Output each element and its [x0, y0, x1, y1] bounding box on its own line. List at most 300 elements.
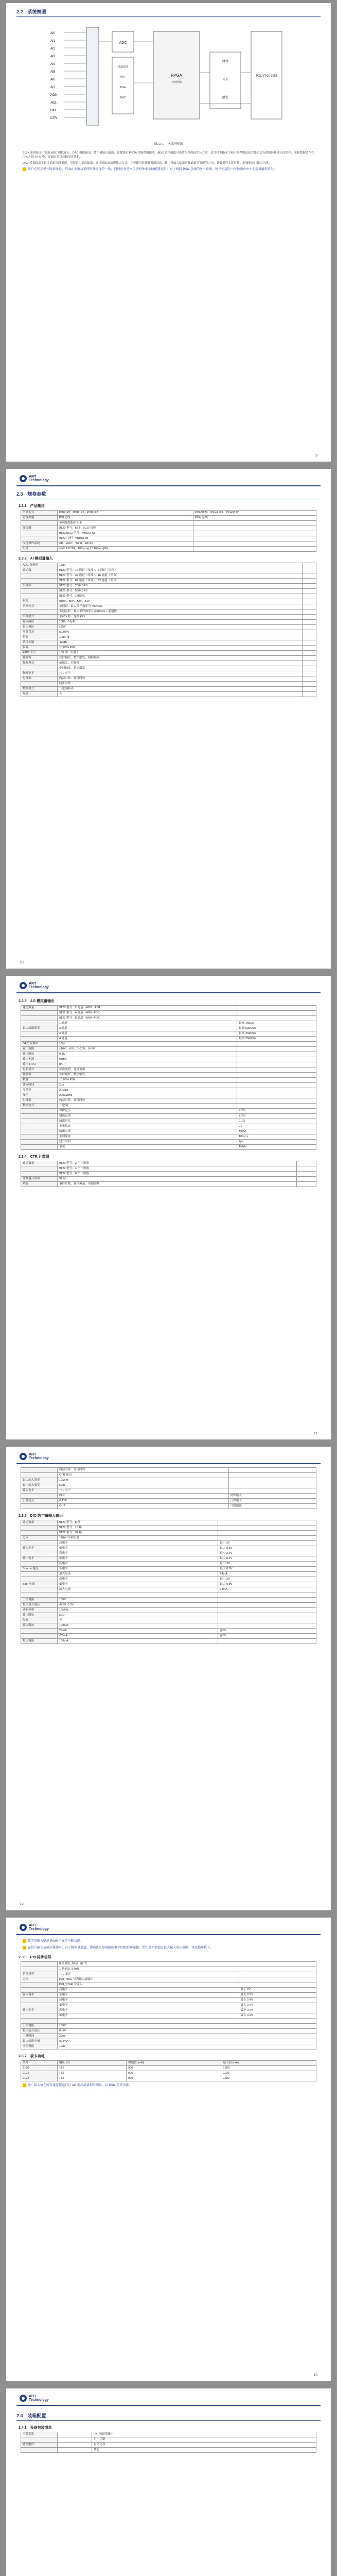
table-cell [21, 682, 58, 687]
table-cell: 输出范围 [21, 1047, 58, 1052]
table-row [21, 1478, 316, 1483]
table-header-row [21, 2061, 316, 2066]
table-cell: 9120 型号：16 通道（单端）、8 通道（差分） [58, 568, 303, 573]
table-cell [21, 1531, 58, 1536]
table-row [21, 1073, 316, 1078]
table-row [21, 2034, 316, 2039]
table-row [21, 1006, 316, 1011]
table-cell: 24mA [218, 1572, 316, 1577]
table-row [21, 536, 316, 541]
table-cell: 输入电平 [21, 1546, 58, 1551]
table-cell [239, 2039, 316, 2044]
table-cell: 计数输出 [228, 1504, 316, 1509]
table-row [21, 1998, 316, 2003]
table-row [21, 1972, 316, 1977]
table-cell [21, 1134, 58, 1140]
table-cell: 最大 0.4V [239, 2013, 316, 2019]
subsection-title: 2.4.1 设备包装清单 [19, 2426, 52, 2430]
table-cell [21, 2013, 58, 2019]
spec-table [21, 1961, 316, 2049]
table-cell: 最小 2V [218, 1562, 316, 1567]
pin-label: AI1 [50, 40, 55, 43]
table-cell: 采样率 [21, 584, 58, 589]
table-cell: 最大电流 [21, 1639, 58, 1644]
table-cell [237, 1098, 316, 1104]
table-cell: 最大 0.8V [218, 1567, 316, 1572]
table-cell: 触发源 [21, 656, 58, 661]
table-cell: 50Ω [58, 1613, 218, 1618]
table-cell [237, 1062, 316, 1067]
brand-logo: ART Technology [20, 1453, 49, 1460]
table-cell: 保护电压 [58, 1109, 237, 1114]
table-row [21, 1982, 316, 1988]
table-cell [218, 1639, 316, 1644]
table-cell: ±0.05% FSR [58, 1078, 237, 1083]
table-row [21, 1166, 316, 1172]
table-row [21, 1531, 316, 1536]
table-cell: 方向 [21, 1536, 58, 1541]
table-row [21, 635, 316, 640]
table-cell: 4 通道 [58, 1037, 237, 1042]
table-cell: @0V [218, 1634, 316, 1639]
table-cell [21, 1634, 58, 1639]
table-cell [218, 1536, 316, 1541]
table-cell: 同步时钟 [58, 682, 303, 687]
table-cell [237, 1093, 316, 1098]
table-row [21, 579, 316, 584]
table-cell: 9121 型号：500KSPS [58, 589, 303, 594]
table-row [21, 676, 316, 682]
table-row [21, 1021, 316, 1026]
table-cell [296, 1182, 316, 1187]
table-row [21, 1182, 316, 1187]
table-row [21, 1551, 316, 1556]
section-title [16, 490, 321, 499]
table-cell: 通道数量 [21, 1161, 58, 1166]
table-cell: 时钟源 [21, 1098, 58, 1104]
table-row [21, 1088, 316, 1093]
table-cell: 0~5V [58, 2029, 239, 2034]
table-cell: 1 通道 [58, 1021, 237, 1026]
table-row [21, 651, 316, 656]
subsection-title: 2.3.3 AO 模拟量输出 [19, 999, 55, 1003]
table-row [21, 2044, 316, 2049]
table-cell: 9121 型号：4 个计数器 [58, 1166, 297, 1172]
table-cell: 16K 字（共用） [58, 651, 303, 656]
table-cell: 10KΩ [58, 2024, 239, 2029]
table-cell [228, 1473, 316, 1478]
table-cell: ±25V [58, 625, 303, 630]
table-cell [302, 651, 316, 656]
table-row [21, 2066, 316, 2071]
table-cell: 20ns [58, 2034, 239, 2039]
table-cell: 触发电平 [21, 671, 58, 676]
table-row [21, 511, 316, 516]
logo-icon [20, 982, 27, 989]
table-cell [21, 1551, 58, 1556]
table-row [21, 1598, 316, 1603]
header-rule [16, 2405, 321, 2406]
table-cell: 输入电平 [21, 1993, 58, 1998]
table-cell: 输出阻抗 [21, 1052, 58, 1057]
table-row [21, 1608, 316, 1613]
table-cell [193, 536, 316, 541]
table-row [21, 1592, 316, 1598]
header-rule [16, 485, 321, 486]
diagram-label-channel: 通道选择 [117, 65, 128, 69]
table-cell: 门控输入 [228, 1499, 316, 1504]
table-cell: 二进制 [58, 1104, 237, 1109]
table-cell: 输入电平 [21, 1488, 58, 1494]
table-cell: 100KΩ [58, 1623, 218, 1629]
table-cell [58, 2443, 92, 2448]
table-cell [302, 599, 316, 604]
subsection-title: 2.3.6 PXI 同步信号 [19, 1956, 51, 1960]
table-cell: 9122 型号：8 通道（AO0~AO7） [58, 1016, 237, 1021]
table-row [21, 2448, 316, 2453]
table-cell [21, 1031, 58, 1037]
table-cell: 单次采样、连续采样 [58, 615, 303, 620]
brand-logo: ART Technology [20, 1924, 49, 1931]
subsection-title: 2.3.7 板卡功耗 [19, 2055, 45, 2059]
table-cell: 总线类型 [21, 516, 58, 521]
table-cell [239, 1972, 316, 1977]
table-cell [237, 1083, 316, 1088]
spec-table [21, 1005, 316, 1150]
logo-icon [20, 1924, 27, 1931]
table-cell: 0.1Ω [237, 1119, 316, 1124]
table-cell [58, 2437, 92, 2443]
table-cell: 支持操作系统 [21, 541, 58, 547]
warning-icon [23, 1939, 26, 1943]
pin-label: AI4 [50, 63, 55, 66]
table-row [21, 1494, 316, 1499]
table-cell: 输出阻抗 [58, 1119, 237, 1124]
table-cell [21, 1109, 58, 1114]
table-cell: 上电状态 [58, 1124, 237, 1129]
table-row [21, 687, 316, 692]
table-cell: 9120 型号：68 针 SCSI 母座 [58, 526, 193, 531]
table-cell [302, 563, 316, 568]
subsection-title: 2.3.4 CTR 计数器 [19, 1155, 49, 1159]
warning-icon [23, 2083, 26, 2087]
table-cell [228, 1488, 316, 1494]
table-cell: 输入阻抗 [21, 620, 58, 625]
table-cell: ±24mA [58, 2039, 239, 2044]
table-cell: 最高 1MS/s [237, 1021, 316, 1026]
manual-page [6, 976, 331, 1439]
table-cell: 上拉电阻 [21, 1598, 58, 1603]
table-cell [21, 2437, 58, 2443]
table-row [21, 1587, 316, 1592]
table-cell [296, 1177, 316, 1182]
table-row [21, 531, 316, 536]
table-cell: PXI9120、PXI9121、PXI9122 [58, 511, 193, 516]
table-cell: 10KΩ [58, 1598, 218, 1603]
table-cell [218, 1526, 316, 1531]
table-cell: 最小 2V [218, 1541, 316, 1546]
table-cell: -25mA [58, 1634, 218, 1639]
table-cell [21, 589, 58, 594]
table-cell: 800 [127, 2071, 221, 2076]
logo-icon [20, 1453, 27, 1460]
table-cell: 高电平 [58, 1551, 218, 1556]
table-cell [21, 609, 58, 615]
table-cell [21, 1526, 58, 1531]
table-cell: 通道数量 [21, 1006, 58, 1011]
table-cell: 增益误差 [21, 630, 58, 635]
header-rule [16, 1934, 321, 1935]
table-cell: 单次更新、连续更新 [58, 1067, 237, 1073]
table-row [21, 1042, 316, 1047]
table-row [21, 1603, 316, 1608]
table-cell: 32 位 [58, 1177, 297, 1182]
table-cell [302, 676, 316, 682]
table-cell: 高电平 [58, 1988, 239, 1993]
table-row [21, 1639, 316, 1644]
table-cell [239, 1982, 316, 1988]
spec-table [21, 563, 316, 697]
pin-label: CTR [50, 117, 57, 120]
table-cell [237, 1078, 316, 1083]
table-cell [193, 526, 316, 531]
table-cell: 最小 2.4V [218, 1551, 316, 1556]
table-row [21, 604, 316, 609]
table-cell [237, 1067, 316, 1073]
brand-logo: ART Technology [20, 982, 49, 989]
table-cell: ±5mA [237, 1129, 316, 1134]
pin-label: AI5 [50, 71, 55, 74]
table-row [21, 1109, 316, 1114]
table-cell: 最大输出速率 [21, 1026, 58, 1031]
table-row [21, 1119, 316, 1124]
table-cell: FIFO 大小 [21, 651, 58, 656]
table-cell: 10ns [58, 2044, 239, 2049]
table-cell [302, 682, 316, 687]
table-row [21, 1114, 316, 1119]
table-cell [302, 615, 316, 620]
table-row [21, 1011, 316, 1016]
table-cell [21, 521, 58, 526]
table-cell [296, 1172, 316, 1177]
table-row [21, 1634, 316, 1639]
table-row [21, 625, 316, 630]
table-cell [21, 1166, 58, 1172]
table-cell [302, 687, 316, 692]
table-cell [21, 1587, 58, 1592]
table-cell: 0V [237, 1124, 316, 1129]
table-row [21, 656, 316, 661]
logo-icon [20, 475, 27, 482]
table-cell: 16bit [58, 563, 303, 568]
table-cell: 输出电平 [21, 2008, 58, 2013]
table-cell [296, 1161, 316, 1166]
note-text: 数字量输入输出 Port0 不支持中断功能。 [28, 1940, 83, 1943]
table-row [21, 2008, 316, 2013]
table-cell: 100mA [58, 1639, 218, 1644]
table-cell: 建立时间 [21, 1083, 58, 1088]
section-heading: 2.4 装箱配置 [16, 2413, 46, 2418]
table-row [21, 1083, 316, 1088]
table-cell [21, 536, 58, 541]
table-row [21, 1582, 316, 1587]
table-cell: 1 路 PXI_STAR [58, 1967, 239, 1972]
table-cell: 最小 2.4V [239, 2008, 316, 2013]
table-cell: 输出阻抗 [21, 1613, 58, 1618]
table-cell: 带宽 [58, 1145, 237, 1150]
table-cell [237, 1047, 316, 1052]
table-cell: PXI_STAR 为输入 [58, 1982, 239, 1988]
table-row [21, 2443, 316, 2448]
table-cell: 输出电流 [58, 1129, 237, 1134]
table-row [21, 1572, 316, 1577]
table-cell [21, 1037, 58, 1042]
pin-label: AI3 [50, 55, 55, 58]
table-cell [239, 2024, 316, 2029]
table-cell: 1GΩ，10pF [58, 620, 303, 625]
brand-logo: ART Technology [20, 2395, 49, 2402]
table-cell: 200μVrms [58, 1093, 237, 1098]
table-cell [21, 1119, 58, 1124]
table-cell: 0.1Ω [58, 1052, 237, 1057]
table-cell: ±10V [237, 1114, 316, 1119]
table-cell: 最大输出电流 [21, 2039, 58, 2044]
table-row [21, 2003, 316, 2008]
table-cell: 内部时钟、外部时钟 [58, 676, 303, 682]
table-cell [21, 573, 58, 579]
table-cell: 单通道，最大采样频率为 400KS/s [58, 604, 303, 609]
spec-table [21, 2432, 316, 2453]
table-row [21, 1078, 316, 1083]
table-cell: 压摆率 [21, 1088, 58, 1093]
table-cell [21, 594, 58, 599]
table-cell [218, 1598, 316, 1603]
table-cell: 随机附件 [21, 2443, 58, 2448]
pin-label: AI7 [50, 86, 55, 89]
table-cell: 最大输入电压 [21, 1603, 58, 1608]
table-cell: 最大输入频率 [21, 1478, 58, 1483]
table-cell: 数据格式 [21, 687, 58, 692]
table-row [21, 1977, 316, 1982]
table-cell: PXI 总线 [58, 516, 193, 521]
table-cell [193, 541, 316, 547]
table-cell [218, 1618, 316, 1623]
table-cell: 共模抑制 [21, 640, 58, 646]
subsection-title: 2.3.2 AI 模拟量输入 [19, 557, 53, 561]
table-cell [21, 1494, 58, 1499]
table-cell [302, 620, 316, 625]
table-cell: 前触发、后触发 [58, 661, 303, 666]
page-number: 10 [20, 961, 24, 964]
table-cell: ±15V [237, 1109, 316, 1114]
table-cell [302, 573, 316, 579]
subsection-title: 2.3.1 产品概述 [19, 504, 45, 508]
table-cell [302, 640, 316, 646]
pin-label: AO1 [50, 101, 57, 105]
table-cell: XP、Win7、Win8、Win10 [58, 541, 193, 547]
manual-page [6, 2388, 331, 2576]
table-cell [21, 1572, 58, 1577]
table-row [21, 1629, 316, 1634]
table-cell: 2μs [58, 1083, 237, 1088]
table-row [21, 1613, 316, 1618]
table-cell: 50ns [58, 1483, 229, 1488]
table-cell: 二进制补码 [58, 687, 303, 692]
table-cell [21, 1998, 58, 2003]
table-cell: 9122 [21, 2076, 58, 2081]
table-cell: 输出电平 [21, 1556, 58, 1562]
table-cell: 软件触发、数字触发、模拟触发 [58, 656, 303, 661]
table-row [21, 584, 316, 589]
table-row [21, 1541, 316, 1546]
table-cell [193, 547, 316, 552]
table-cell [21, 1592, 58, 1598]
table-row [21, 1556, 316, 1562]
table-cell [218, 1623, 316, 1629]
section-title [16, 2412, 321, 2421]
table-cell: ±0.03% [58, 630, 303, 635]
table-row [21, 1098, 316, 1104]
table-cell [21, 1982, 58, 1988]
table-row [21, 1104, 316, 1109]
header-rule [16, 1463, 321, 1464]
table-cell: 2 通道 [58, 1026, 237, 1031]
table-cell: 高电平 [58, 1541, 218, 1546]
table-cell [21, 666, 58, 671]
table-cell: 采样方式 [21, 604, 58, 609]
table-cell: 20V/μs [58, 1088, 237, 1093]
table-row [21, 1134, 316, 1140]
table-row [21, 1499, 316, 1504]
table-cell [239, 2019, 316, 2024]
table-row [21, 589, 316, 594]
table-row [21, 1473, 316, 1478]
table-row [21, 1488, 316, 1494]
table-cell [302, 635, 316, 640]
spec-table [21, 1467, 316, 1509]
table-cell: 最大 0.8V [218, 1582, 316, 1587]
table-cell [237, 1042, 316, 1047]
table-cell: CLK [58, 1494, 229, 1499]
table-cell: 高电平 [58, 2008, 239, 2013]
table-row [21, 599, 316, 604]
table-row [21, 692, 316, 697]
table-cell: 更新模式 [21, 1067, 58, 1073]
bus-label: PXI / PXIe 总线 [255, 75, 277, 78]
section-title [16, 8, 321, 17]
warning-icon [23, 167, 26, 171]
table-row [21, 1093, 316, 1098]
table-header-cell: 典型值 (mA) [127, 2061, 221, 2066]
table-row [21, 646, 316, 651]
table-cell [228, 1468, 316, 1473]
table-cell: 尺寸 [21, 547, 58, 552]
table-cell [58, 2448, 92, 2453]
adc-label: ADC [119, 41, 127, 45]
table-cell [193, 531, 316, 536]
table-row [21, 1967, 316, 1972]
table-row [21, 547, 316, 552]
table-cell [237, 1006, 316, 1011]
paragraph: DAC 模拟输出支持多通道同时更新，可配置为单次输出、连续输出或波形输出方式，并可使用外部触发源启动。数字量输入输出可按通道单独配置方向，计数器可实现计数、测频和脉冲输出功能。 [23, 162, 272, 165]
table-cell [237, 1073, 316, 1078]
manual-page [6, 3, 331, 462]
table-row [21, 1016, 316, 1021]
table-cell [21, 1124, 58, 1129]
table-cell: 上拉电阻 [21, 2024, 58, 2029]
table-cell [302, 661, 316, 666]
table-cell: 最大 0.8V [239, 1993, 316, 1998]
